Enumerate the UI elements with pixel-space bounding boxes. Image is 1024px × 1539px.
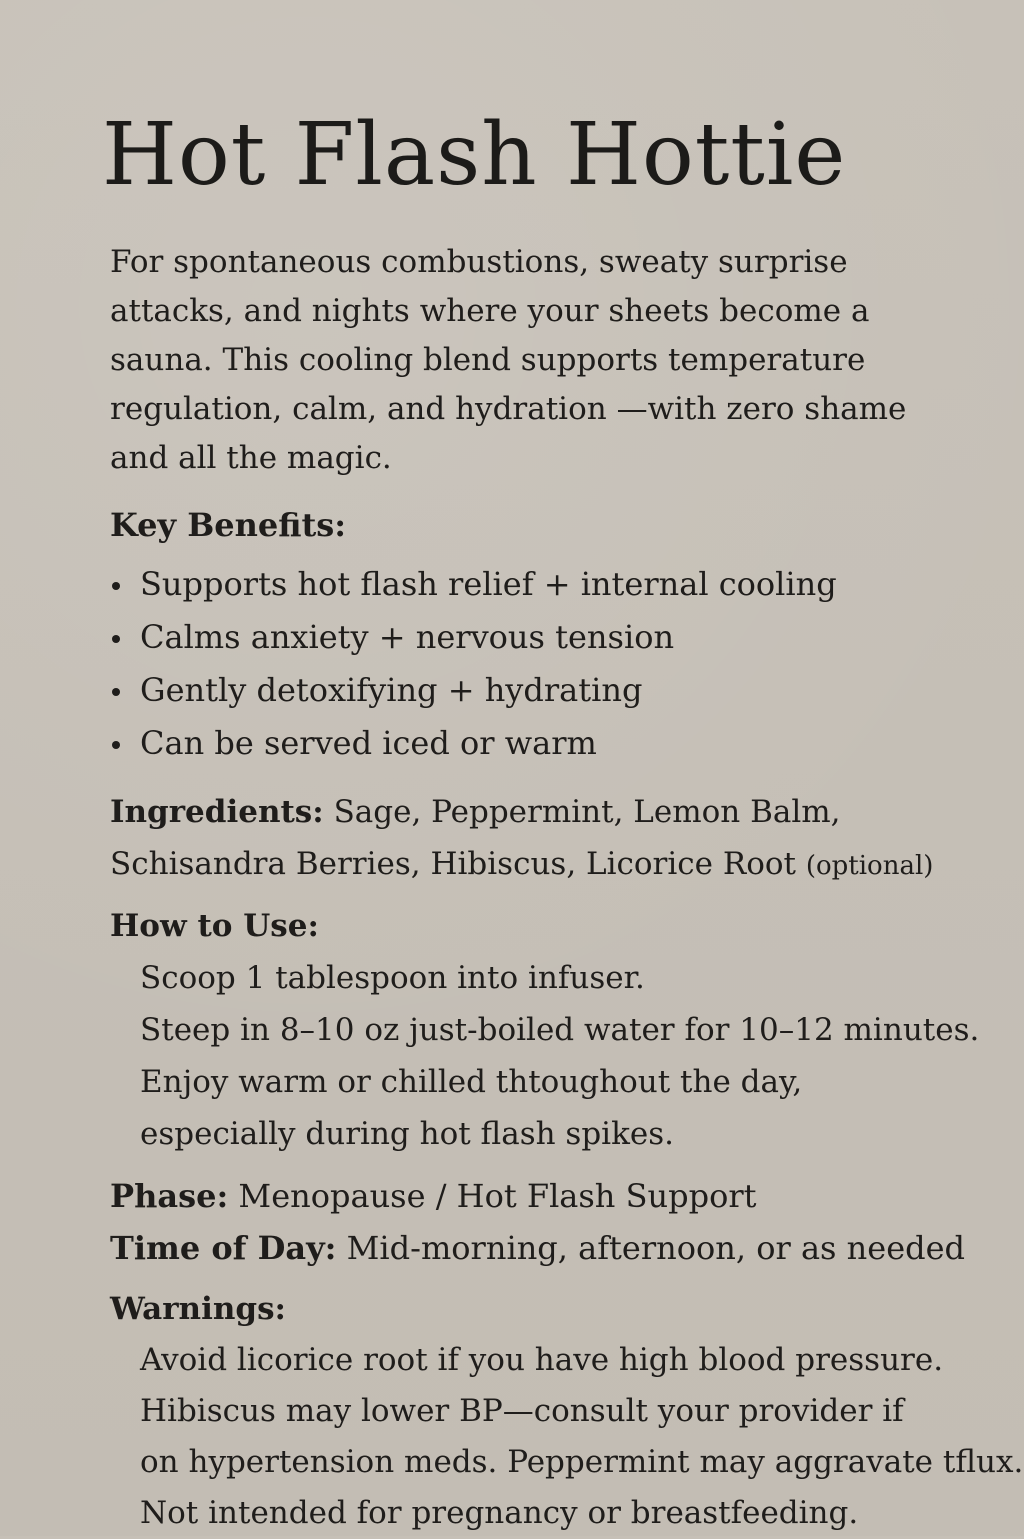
ingredients-section <box>110 786 1010 892</box>
warnings-lines <box>110 1335 1024 1539</box>
ingredients-optional-note: (optional) <box>805 851 934 881</box>
how-to-use-step: Scoop 1 tablespoon into infuser. <box>140 960 645 996</box>
benefit-item: Gently detoxifying + hydrating <box>110 664 990 717</box>
warnings-section <box>110 1284 1024 1539</box>
phase-value: Menopause / Hot Flash Support <box>238 1177 757 1215</box>
time-of-day-line <box>110 1222 1010 1274</box>
how-to-use-section <box>110 900 1010 1160</box>
warning-line: Not intended for pregnancy or breastfeeding. <box>140 1495 859 1531</box>
how-to-use-step: especially during hot flash spikes. <box>140 1116 674 1152</box>
how-to-use-step: Enjoy warm or chilled thtoughout the day, <box>140 1064 803 1100</box>
phase-line <box>110 1170 1010 1222</box>
benefit-item: Can be served iced or warm <box>110 717 990 770</box>
benefits-list <box>110 558 990 770</box>
warning-line: on hypertension meds. Peppermint may aggravate tflux. <box>140 1444 1024 1480</box>
how-to-use-heading: How to Use: <box>110 908 319 944</box>
phase-heading: Phase: <box>110 1177 229 1215</box>
how-to-use-steps <box>110 952 1010 1160</box>
time-of-day-heading: Time of Day: <box>110 1229 337 1267</box>
key-benefits-heading: Key Benefits: <box>110 506 347 544</box>
time-of-day-value: Mid-morning, afternoon, or as needed <box>346 1229 966 1267</box>
ingredients-heading: Ingredients: <box>110 794 324 830</box>
intro-paragraph: For spontaneous combustions, sweaty surprise attacks, and nights where your sheets become a sauna. This cooling blend supports temperature regulation, calm, and hydration —with zero shame and all the magic. <box>110 244 907 476</box>
warnings-heading: Warnings: <box>110 1291 286 1327</box>
key-benefits-section <box>110 502 990 770</box>
warning-line: Hibiscus may lower BP—consult your provider if <box>140 1393 904 1429</box>
phase-time-section <box>110 1170 1010 1274</box>
how-to-use-step: Steep in 8–10 oz just-boiled water for 10–12 minutes. <box>140 1012 980 1048</box>
ingredients-value: Sage, Peppermint, Lemon Balm, Schisandra Berries, Hibiscus, Licorice Root <box>110 794 841 882</box>
benefit-item: Supports hot flash relief + internal cooling <box>110 558 990 611</box>
warning-line: Avoid licorice root if you have high blood pressure. <box>140 1342 944 1378</box>
page-title: Hot Flash Hottie <box>102 105 847 205</box>
benefit-item: Calms anxiety + nervous tension <box>110 611 990 664</box>
